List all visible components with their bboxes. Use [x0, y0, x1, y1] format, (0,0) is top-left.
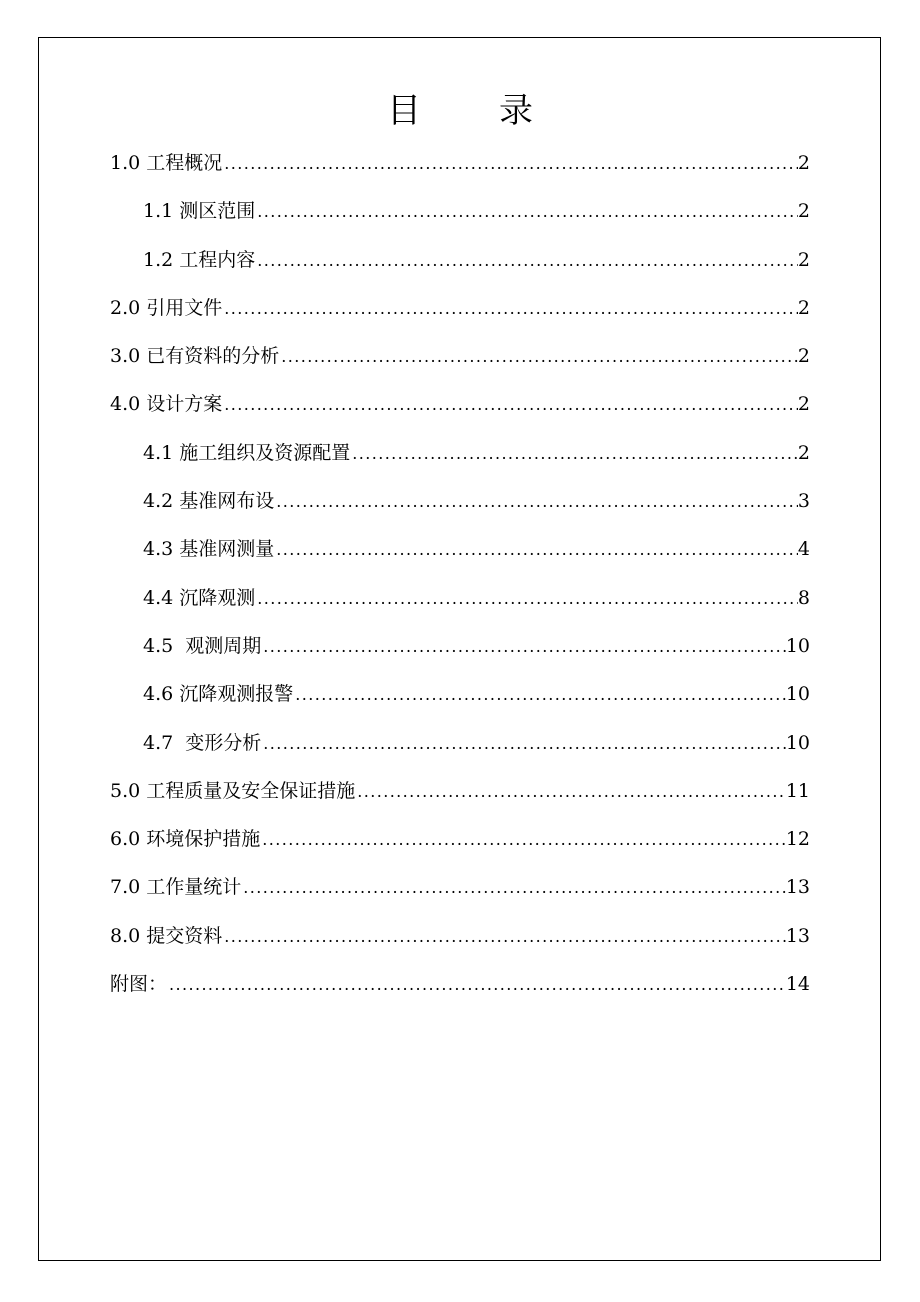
- toc-dot-leader: [279, 333, 798, 381]
- toc-entry[interactable]: [110, 815, 810, 863]
- table-of-contents: [110, 139, 810, 1008]
- toc-entry-page: 10: [785, 683, 810, 706]
- toc-dot-leader: [261, 623, 786, 671]
- toc-entry[interactable]: [110, 236, 810, 284]
- toc-entry-page: 2: [797, 296, 810, 319]
- toc-entry-page: 12: [785, 828, 810, 851]
- toc-title-char-1: 目: [387, 91, 421, 131]
- toc-entry-label: 4.7 变形分析: [143, 731, 262, 754]
- toc-entry-label: 4.1 施工组织及资源配置: [143, 441, 351, 464]
- toc-title: [0, 88, 920, 134]
- toc-dot-leader: [255, 237, 798, 285]
- toc-entry-label: 6.0 环境保护措施: [110, 828, 261, 851]
- toc-entry-label: 4.4 沉降观测: [143, 586, 256, 609]
- toc-entry-label: 1.2 工程内容: [143, 248, 256, 271]
- toc-dot-leader: [241, 864, 786, 912]
- toc-dot-leader: [222, 381, 798, 429]
- toc-dot-leader: [222, 285, 798, 333]
- toc-entry-label: 1.1 测区范围: [143, 200, 256, 223]
- toc-entry-page: 2: [797, 152, 810, 174]
- toc-entry[interactable]: [110, 139, 810, 187]
- toc-entry-page: 13: [785, 924, 810, 947]
- toc-entry[interactable]: [110, 187, 810, 235]
- toc-entry-page: 10: [785, 731, 810, 754]
- toc-entry-page: 2: [797, 393, 810, 416]
- toc-entry[interactable]: [110, 332, 810, 380]
- toc-entry[interactable]: [110, 429, 810, 477]
- toc-entry-page: 2: [797, 248, 810, 271]
- toc-entry-label: 2.0 引用文件: [110, 296, 223, 319]
- toc-entry-label: 4.2 基准网布设: [143, 490, 275, 513]
- toc-dot-leader: [274, 526, 798, 574]
- toc-entry-label: 4.5 观测周期: [143, 634, 262, 657]
- toc-entry[interactable]: [110, 380, 810, 428]
- toc-entry[interactable]: [110, 912, 810, 960]
- toc-entry-page: 8: [797, 586, 810, 609]
- toc-entry[interactable]: [110, 960, 810, 1008]
- toc-dot-leader: [260, 816, 786, 864]
- toc-dot-leader: [167, 961, 786, 1009]
- toc-entry-label: 附图：: [110, 973, 168, 996]
- toc-dot-leader: [274, 478, 798, 526]
- toc-entry-label: 3.0 已有资料的分析: [110, 345, 280, 368]
- toc-dot-leader: [255, 188, 798, 236]
- toc-dot-leader: [255, 575, 798, 623]
- toc-entry[interactable]: [110, 284, 810, 332]
- toc-title-char-2: 录: [499, 91, 533, 131]
- toc-dot-leader: [261, 720, 786, 768]
- toc-entry[interactable]: [110, 863, 810, 911]
- toc-entry[interactable]: [110, 574, 810, 622]
- toc-entry-page: 2: [797, 200, 810, 223]
- toc-entry[interactable]: [110, 767, 810, 815]
- toc-entry-page: 2: [797, 345, 810, 368]
- toc-dot-leader: [350, 430, 798, 478]
- toc-entry-label: 7.0 工作量统计: [110, 876, 242, 899]
- toc-entry-page: 2: [797, 441, 810, 464]
- toc-entry-page: 11: [785, 779, 810, 802]
- toc-entry[interactable]: [110, 719, 810, 767]
- toc-entry-page: 3: [797, 490, 810, 513]
- toc-dot-leader: [222, 140, 798, 188]
- toc-dot-leader: [293, 671, 786, 719]
- toc-dot-leader: [222, 913, 786, 961]
- toc-entry[interactable]: [110, 622, 810, 670]
- toc-entry-page: 10: [785, 634, 810, 657]
- toc-entry-label: 1.0 工程概况: [110, 152, 223, 174]
- toc-entry[interactable]: [110, 477, 810, 525]
- toc-entry-label: 5.0 工程质量及安全保证措施: [110, 779, 356, 802]
- toc-entry[interactable]: [110, 670, 810, 718]
- toc-entry-page: 14: [785, 973, 810, 996]
- toc-entry-label: 8.0 提交资料: [110, 924, 223, 947]
- toc-entry-label: 4.6 沉降观测报警: [143, 683, 294, 706]
- toc-entry[interactable]: [110, 525, 810, 573]
- toc-entry-page: 13: [785, 876, 810, 899]
- toc-entry-page: 4: [797, 538, 810, 561]
- toc-entry-label: 4.3 基准网测量: [143, 538, 275, 561]
- toc-entry-label: 4.0 设计方案: [110, 393, 223, 416]
- toc-dot-leader: [355, 768, 786, 816]
